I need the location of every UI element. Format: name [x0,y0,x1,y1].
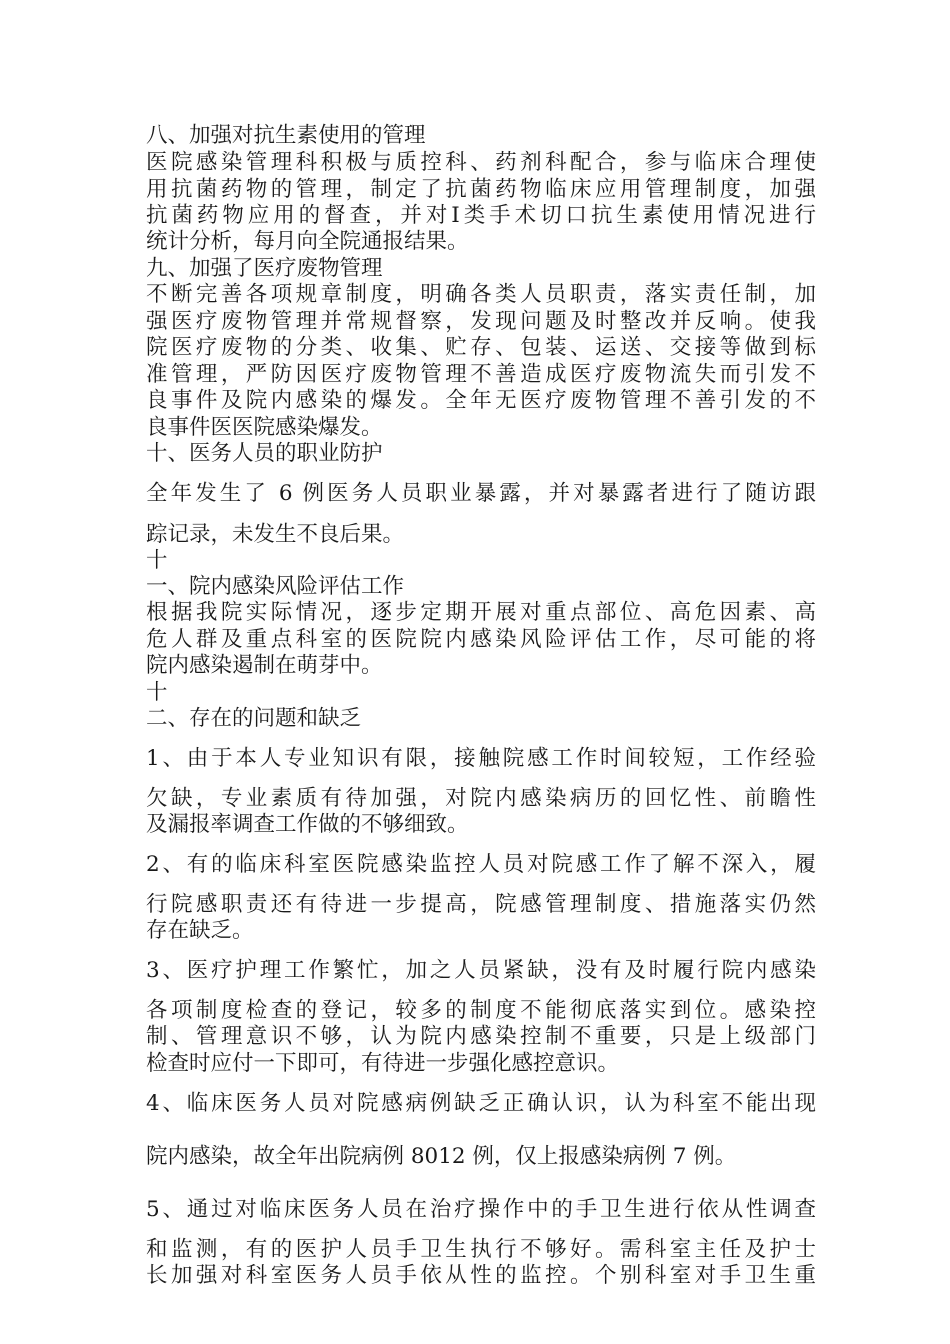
list-item-4-line: 院内感染，故全年出院病例 8012 例，仅上报感染病例 7 例。 [146,1144,737,1169]
heading-12: 二、存在的问题和缺乏 [146,706,362,731]
heading-9: 九、加强了医疗废物管理 [146,256,383,281]
paragraph-line: 用抗菌药物的管理，制定了抗菌药物临床应用管理制度，加强 [146,177,816,202]
list-item-4-line: 4、临床医务人员对院感病例缺乏正确认识，认为科室不能出现 [146,1091,816,1116]
heading-11: 一、院内感染风险评估工作 [146,574,405,599]
list-item-1-line: 欠缺，专业素质有待加强，对院内感染病历的回忆性、前瞻性 [146,786,816,811]
paragraph-line: 抗菌药物应用的督查，并对Ⅰ类手术切口抗生素使用情况进行 [146,203,816,228]
list-item-5-line: 5、通过对临床医务人员在治疗操作中的手卫生进行依从性调查 [146,1197,816,1222]
paragraph-line: 强医疗废物管理并常规督察，发现问题及时整改并反响。使我 [146,309,816,334]
list-item-2-line: 行院感职责还有待进一步提高，院感管理制度、措施落实仍然 [146,892,816,917]
paragraph-line: 良事件医医院感染爆发。 [146,415,383,440]
paragraph-line: 全年发生了 6 例医务人员职业暴露，并对暴露者进行了随访跟 [146,481,816,506]
list-item-3-line: 制、管理意识不够，认为院内感染控制不重要，只是上级部门 [146,1024,816,1049]
paragraph-line: 统计分析，每月向全院通报结果。 [146,229,469,254]
paragraph-line: 根据我院实际情况，逐步定期开展对重点部位、高危因素、高 [146,600,816,625]
list-item-5-line: 长加强对科室医务人员手依从性的监控。个别科室对手卫生重 [146,1263,816,1288]
list-item-3-line: 检查时应付一下即可，有待进一步强化感控意识。 [146,1051,620,1076]
list-item-2-line: 2、有的临床科室医院感染监控人员对院感工作了解不深入，履 [146,852,816,877]
paragraph-line: 不断完善各项规章制度，明确各类人员职责，落实责任制，加 [146,282,816,307]
list-item-2-line: 存在缺乏。 [146,918,254,943]
paragraph-line: 良事件及院内感染的爆发。全年无医疗废物管理不善引发的不 [146,388,816,413]
paragraph-line: 危人群及重点科室的医院院内感染风险评估工作，尽可能的将 [146,627,816,652]
heading-10: 十、医务人员的职业防护 [146,441,383,466]
paragraph-line: 踪记录，未发生不良后果。 [146,522,405,547]
paragraph-line: 准管理，严防因医疗废物管理不善造成医疗废物流失而引发不 [146,362,816,387]
heading-12-prefix: 十 [146,680,168,705]
list-item-3-line: 各项制度检查的登记，较多的制度不能彻底落实到位。感染控 [146,998,816,1023]
heading-11-prefix: 十 [146,548,168,573]
paragraph-line: 医院感染管理科积极与质控科、药剂科配合，参与临床合理使 [146,150,816,175]
list-item-1-line: 1、由于本人专业知识有限，接触院感工作时间较短，工作经验 [146,746,816,771]
list-item-5-line: 和监测，有的医护人员手卫生执行不够好。需科室主任及护士 [146,1237,816,1262]
paragraph-line: 院内感染遏制在萌芽中。 [146,653,383,678]
paragraph-line: 院医疗废物的分类、收集、贮存、包装、运送、交接等做到标 [146,335,816,360]
heading-8: 八、加强对抗生素使用的管理 [146,123,426,148]
list-item-1-line: 及漏报率调查工作做的不够细致。 [146,812,469,837]
list-item-3-line: 3、医疗护理工作繁忙，加之人员紧缺，没有及时履行院内感染 [146,958,816,983]
